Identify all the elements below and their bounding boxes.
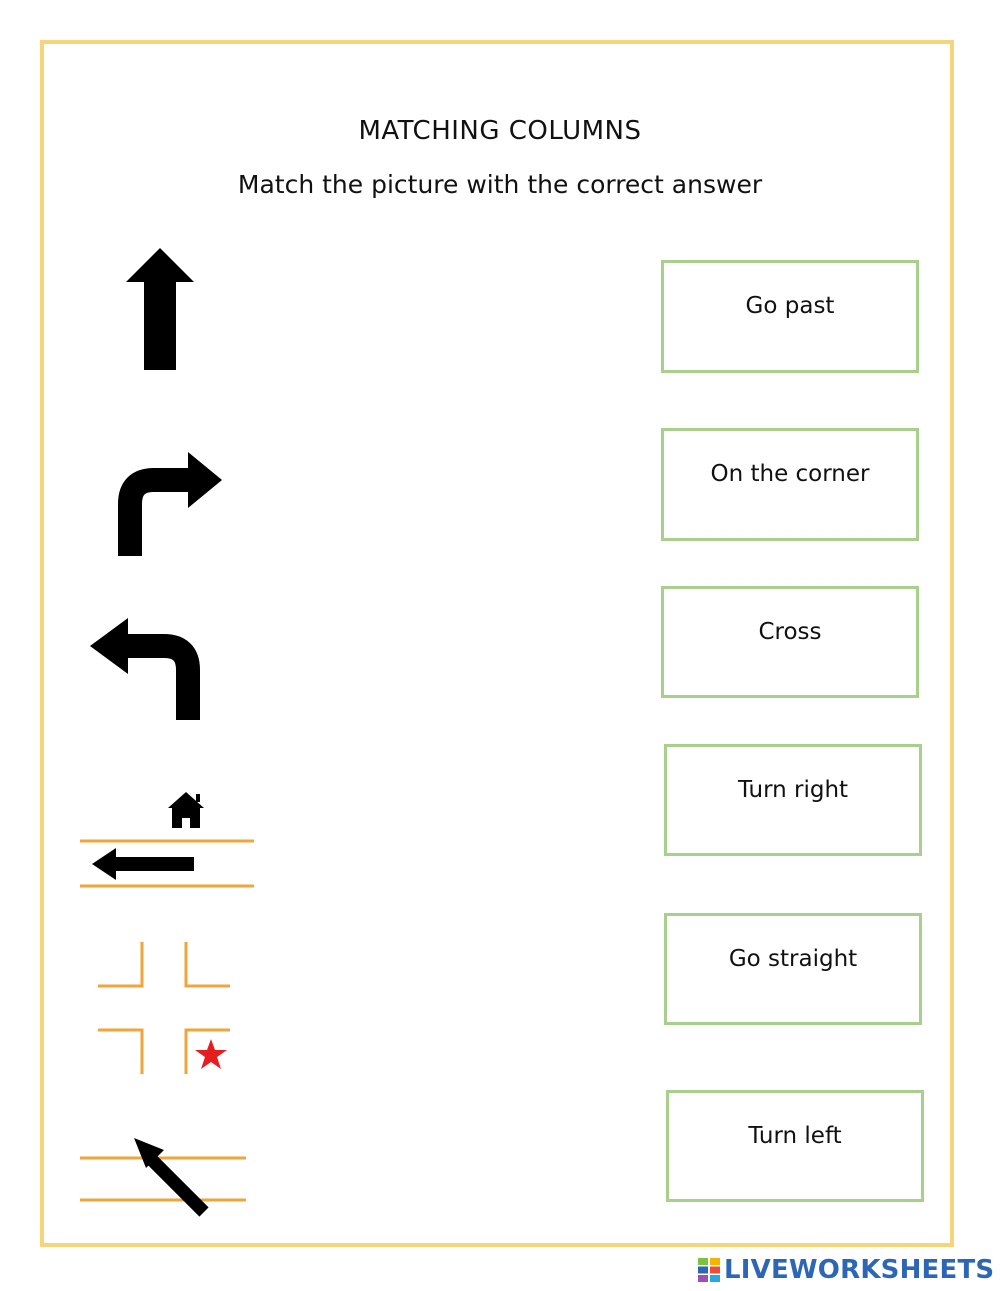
corner-star-icon — [94, 940, 236, 1080]
answer-cross[interactable] — [661, 586, 919, 698]
instructions: Match the picture with the correct answer — [237, 170, 763, 199]
liveworksheets-logo-icon — [698, 1258, 720, 1282]
turn-left-arrow-icon — [86, 612, 210, 724]
answer-label: Go past — [745, 293, 835, 319]
answer-label: On the corner — [710, 461, 870, 487]
answer-label: Cross — [758, 619, 822, 645]
turn-right-arrow-icon — [108, 448, 228, 560]
answer-go-past[interactable] — [661, 260, 919, 373]
straight-arrow-icon — [120, 244, 200, 374]
answer-label: Go straight — [728, 946, 858, 972]
answer-label: Turn right — [737, 777, 849, 803]
cross-road-arrow-icon — [78, 1130, 250, 1220]
answer-turn-right[interactable] — [664, 744, 922, 856]
brand-name: LIVEWORKSHEETS — [724, 1255, 995, 1285]
go-past-house-icon — [78, 790, 258, 890]
page-title: MATCHING COLUMNS — [358, 116, 642, 146]
answer-go-straight[interactable] — [664, 913, 922, 1025]
liveworksheets-brand[interactable] — [698, 1254, 994, 1286]
answer-label: Turn left — [748, 1123, 842, 1149]
answer-turn-left[interactable] — [666, 1090, 924, 1202]
answer-on-the-corner[interactable] — [661, 428, 919, 541]
